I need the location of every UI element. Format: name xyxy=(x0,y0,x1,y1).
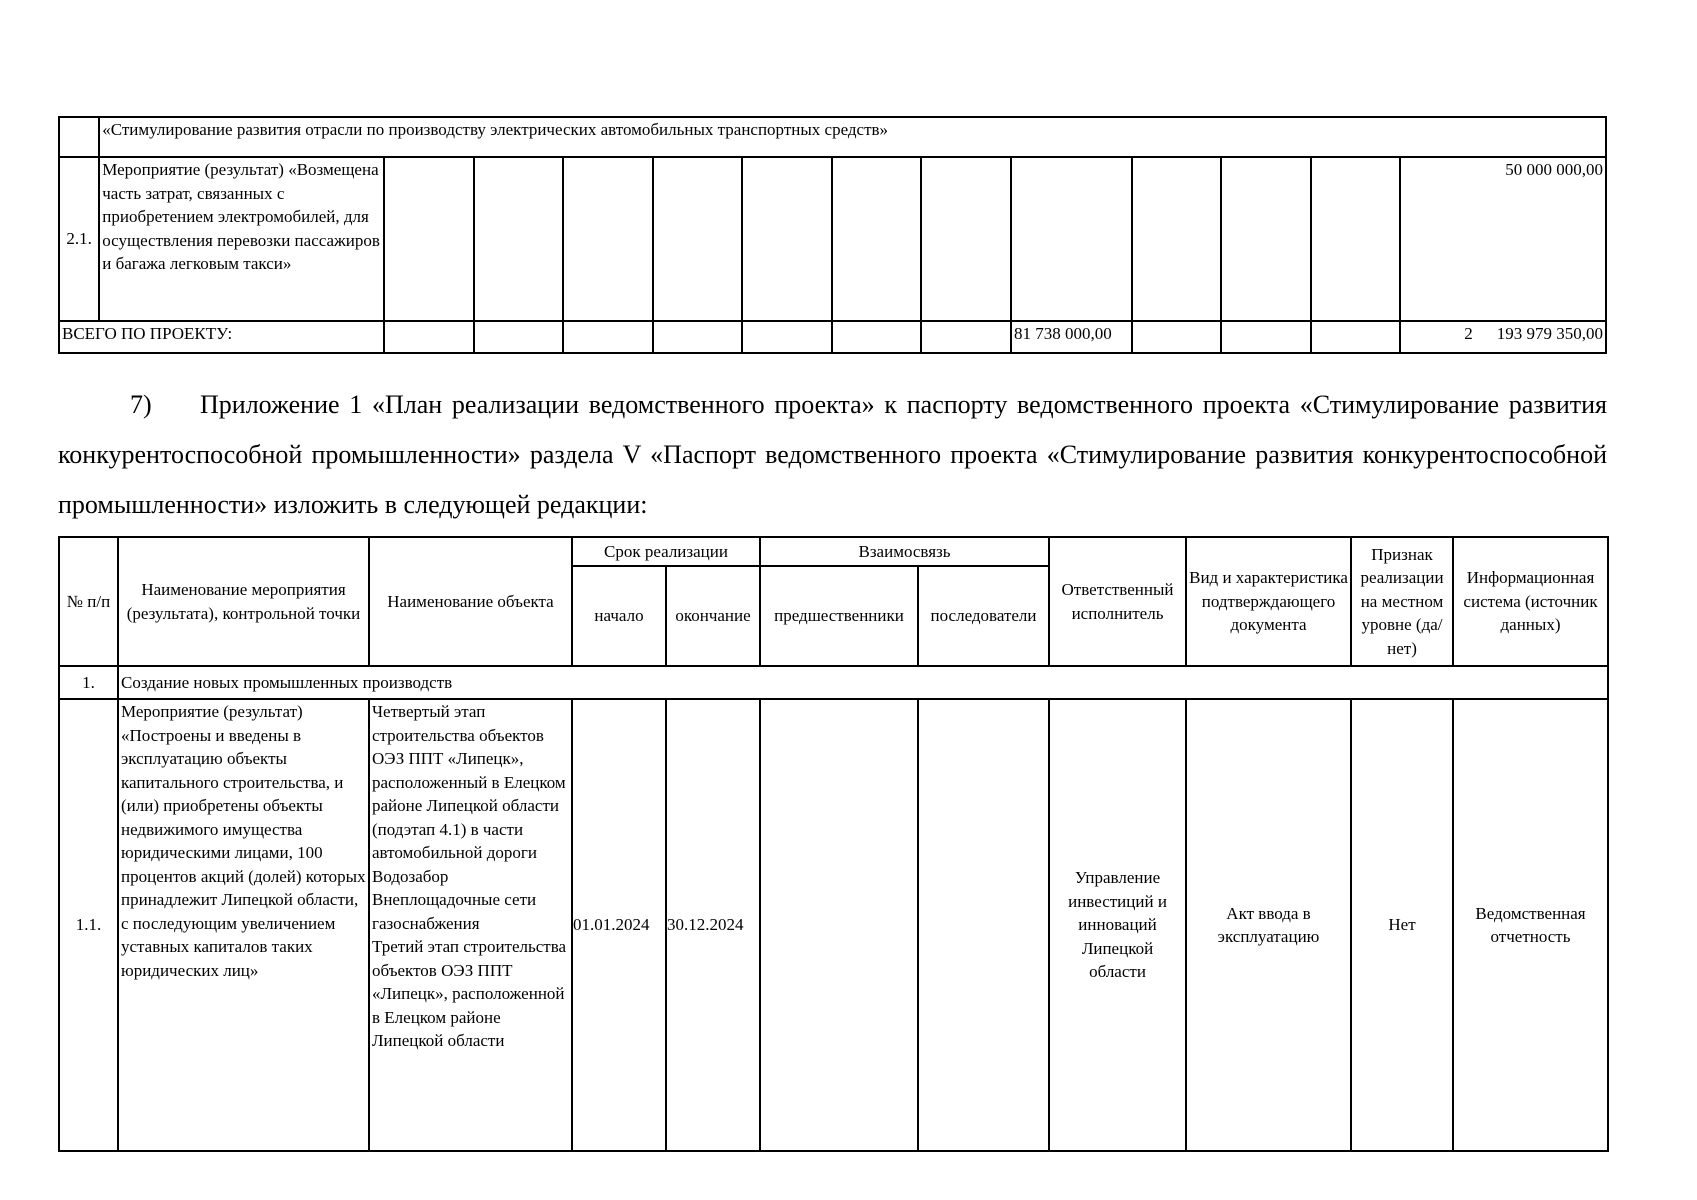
empty-cell xyxy=(742,157,832,321)
empty-cell xyxy=(921,321,1011,353)
header-responsible: Ответственный исполнитель xyxy=(1049,537,1186,666)
empty-cell xyxy=(384,321,474,353)
document-cell: Акт ввода в эксплуатацию xyxy=(1186,699,1351,1151)
empty-cell xyxy=(474,321,564,353)
header-object-name: Наименование объекта xyxy=(369,537,572,666)
header-document: Вид и характеристика подтверждающего документа xyxy=(1186,537,1351,666)
budget-table xyxy=(58,116,1607,354)
amendment-paragraph xyxy=(58,380,1607,530)
paragraph-text: Приложение 1 «План реализации ведомственного проекта» к паспорту ведомственного проекта «Стимулирование развития конкурентоспособной промышленности» раздела V «Паспорт ведомственного проекта «Стимулирование развития конкурентоспособной промышленности» изложить в следующей редакции: xyxy=(58,390,1607,519)
header-num: № п/п xyxy=(59,537,118,666)
amount-cell: 50 000 000,00 xyxy=(1400,157,1606,321)
empty-cell xyxy=(832,157,922,321)
empty-cell xyxy=(1311,157,1401,321)
object-cell xyxy=(369,699,572,1151)
empty-cell xyxy=(653,321,743,353)
empty-cell xyxy=(1221,157,1311,321)
end-date: 30.12.2024 xyxy=(666,699,760,1151)
paragraph-number: 7) xyxy=(130,390,152,419)
predecessors-cell xyxy=(760,699,918,1151)
responsible-cell: Управление инвестиций и инноваций Липецкой области xyxy=(1049,699,1186,1151)
header-local-level: Признак реализации на местном уровне (да/нет) xyxy=(1351,537,1453,666)
section-title: «Стимулирование развития отрасли по производству электрических автомобильных транспортных средств» xyxy=(99,117,1606,157)
object-item: Четвертый этап строительства объектов ОЭЗ ППТ «Липецк», расположенный в Елецком районе Липецкой области (подэтап 4.1) в части автомобильной дороги xyxy=(372,702,566,862)
empty-cell xyxy=(1132,157,1222,321)
section-number: 1. xyxy=(59,666,118,699)
object-item: Внеплощадочные сети газоснабжения xyxy=(372,890,537,933)
row-number: 1.1. xyxy=(59,699,118,1151)
implementation-plan-table xyxy=(58,536,1609,1152)
total-last-value: 193 979 350,00 xyxy=(1496,324,1603,343)
total-label: ВСЕГО ПО ПРОЕКТУ: xyxy=(59,321,384,353)
total-last-cell xyxy=(1400,321,1606,353)
total-last-prefix: 2 xyxy=(1464,324,1473,343)
start-date: 01.01.2024 xyxy=(572,699,666,1151)
empty-cell xyxy=(921,157,1011,321)
event-cell: Мероприятие (результат) «Построены и введены в эксплуатацию объекты капитального строительства, и (или) приобретены объекты недвижимого имущества юридическими лицами, 100 процентов акций (долей) которых принадлежит Липецкой области, с последующим увеличением уставных капиталов таких юридических лиц» xyxy=(118,699,369,1151)
row-number: 2.1. xyxy=(59,157,99,321)
empty-cell xyxy=(384,157,474,321)
header-relation: Взаимосвязь xyxy=(760,537,1049,566)
empty-cell xyxy=(1221,321,1311,353)
header-predecessors: предшественники xyxy=(760,566,918,666)
local-level-cell: Нет xyxy=(1351,699,1453,1151)
empty-cell xyxy=(1311,321,1401,353)
empty-cell xyxy=(563,157,653,321)
successors-cell xyxy=(918,699,1049,1151)
header-period: Срок реализации xyxy=(572,537,760,566)
info-system-cell: Ведомственная отчетность xyxy=(1453,699,1608,1151)
header-info-system: Информационная система (источник данных) xyxy=(1453,537,1608,666)
object-item: Третий этап строительства объектов ОЭЗ ППТ «Липецк», расположенной в Елецком районе Липецкой области xyxy=(372,937,567,1050)
section-title: Создание новых промышленных производств xyxy=(118,666,1608,699)
event-name: Мероприятие (результат) «Возмещена часть затрат, связанных с приобретением электромобилей, для осуществления перевозки пассажиров и багажа легковым такси» xyxy=(99,157,384,321)
empty-cell xyxy=(59,117,99,157)
empty-cell xyxy=(1011,157,1132,321)
empty-cell xyxy=(1132,321,1222,353)
total-mid-value: 81 738 000,00 xyxy=(1011,321,1132,353)
header-successors: последователи xyxy=(918,566,1049,666)
empty-cell xyxy=(474,157,564,321)
empty-cell xyxy=(742,321,832,353)
header-start: начало xyxy=(572,566,666,666)
empty-cell xyxy=(653,157,743,321)
header-event-name: Наименование мероприятия (результата), контрольной точки xyxy=(118,537,369,666)
header-end: окончание xyxy=(666,566,760,666)
empty-cell xyxy=(832,321,922,353)
object-item: Водозабор xyxy=(372,866,449,886)
empty-cell xyxy=(563,321,653,353)
